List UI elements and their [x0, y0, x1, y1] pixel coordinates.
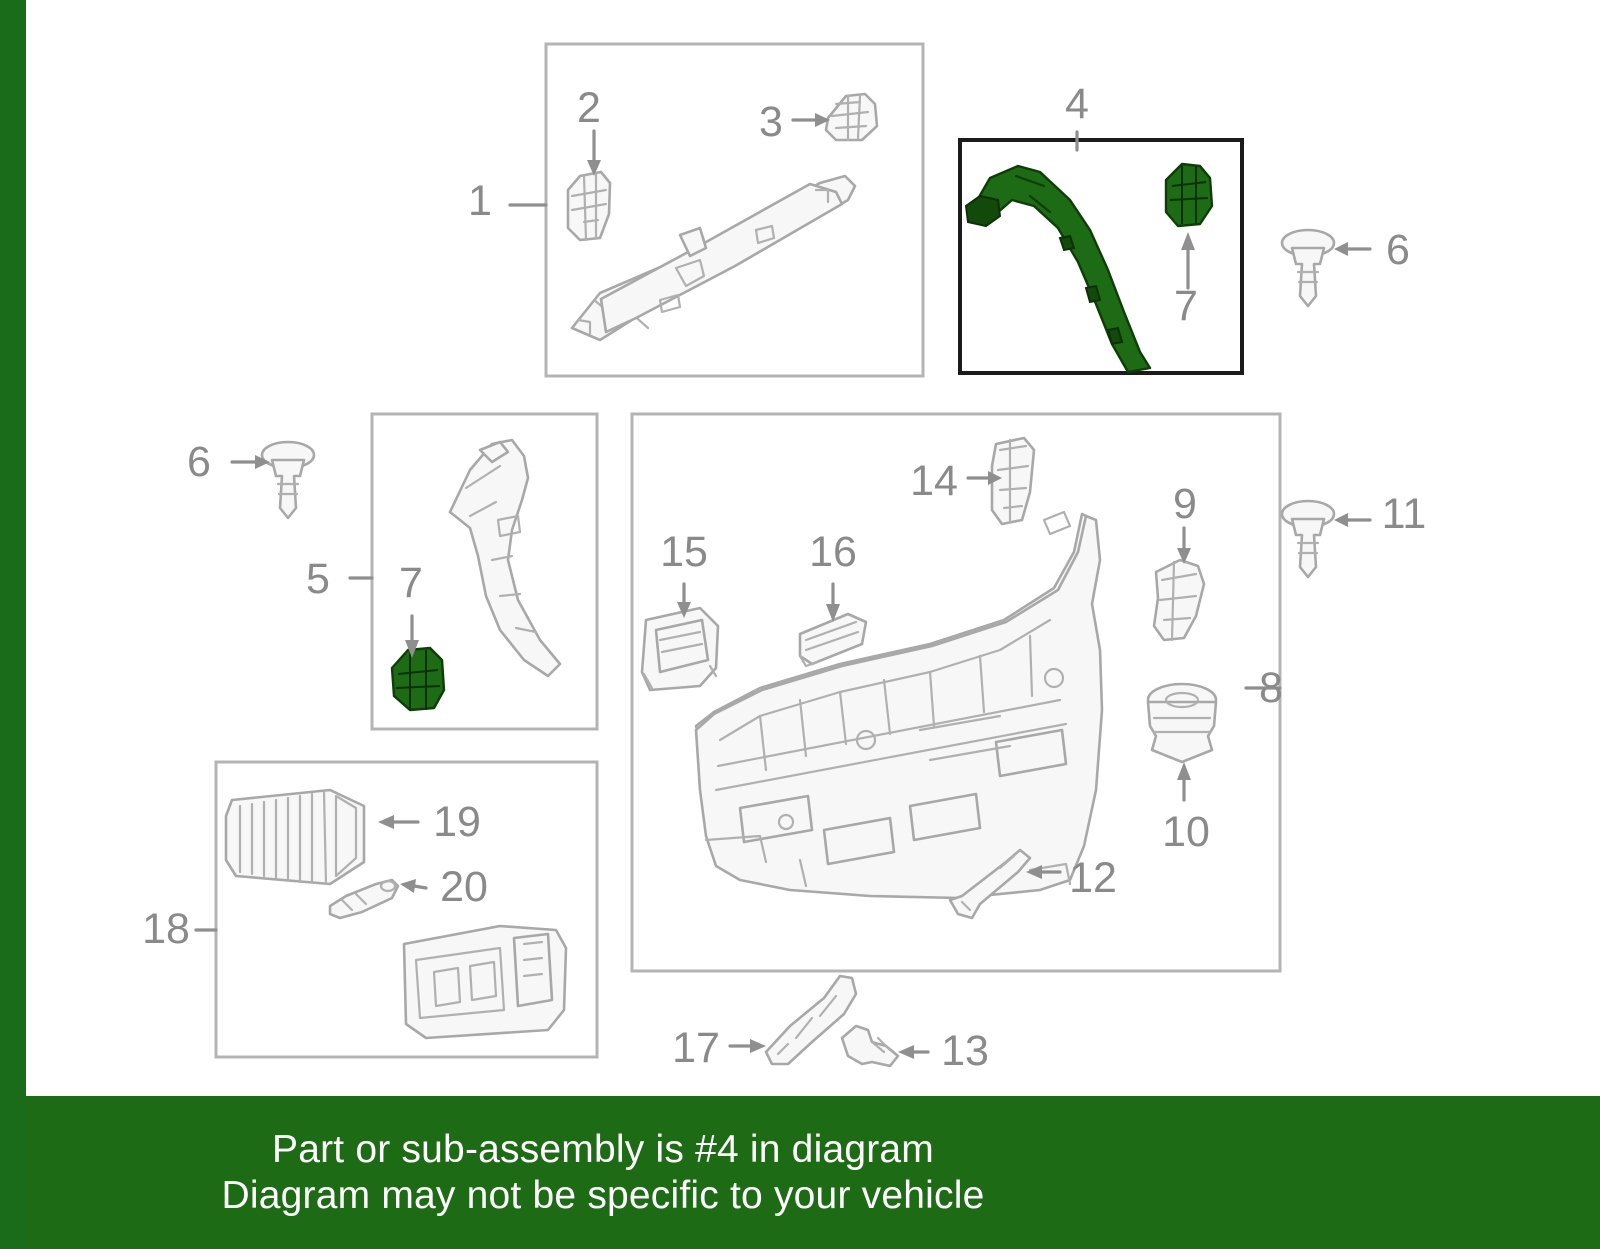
callout-arrow-13 — [898, 1045, 914, 1059]
banner-line-2: Diagram may not be specific to your vehicle — [221, 1173, 985, 1217]
callout-arrow-19 — [378, 815, 394, 829]
callout-label-5: 5 — [306, 555, 330, 603]
callout-arrow-10 — [1177, 762, 1191, 780]
callout-label-18: 18 — [142, 905, 190, 953]
push-pin-fastener-6-left — [262, 442, 314, 518]
side-trim-panel-5 — [450, 440, 560, 676]
callout-label-6-left: 6 — [187, 438, 211, 486]
clip-retainer-2 — [568, 172, 610, 240]
bracket-9 — [1154, 560, 1204, 640]
bulb-20 — [330, 880, 398, 918]
callout-arrow-11 — [1334, 513, 1348, 527]
highlighted-pillar-trim — [966, 166, 1150, 372]
clip-retainer-7-green-upper — [1166, 164, 1212, 226]
callout-arrow-20 — [400, 879, 416, 893]
callout-label-11: 11 — [1381, 490, 1427, 538]
clip-retainer-7-green-lower — [392, 648, 444, 710]
callout-label-10: 10 — [1162, 808, 1210, 856]
upper-trim-panel-1 — [572, 176, 855, 340]
callout-label-12: 12 — [1069, 854, 1117, 902]
callout-label-16: 16 — [809, 528, 857, 576]
bracket-14 — [992, 438, 1034, 524]
liftgate-trim-panel-8 — [696, 512, 1102, 898]
handle-17 — [766, 976, 856, 1064]
callout-label-14: 14 — [910, 457, 958, 505]
push-pin-fastener-11 — [1282, 501, 1334, 577]
grommet-10 — [1148, 684, 1216, 762]
callout-arrow-6-right — [1334, 242, 1348, 256]
callout-label-6-right: 6 — [1386, 226, 1410, 274]
callout-label-1: 1 — [468, 177, 492, 225]
callout-label-8: 8 — [1259, 664, 1283, 712]
callout-label-19: 19 — [433, 798, 481, 846]
info-banner — [26, 1096, 1600, 1249]
callout-label-7-lower: 7 — [399, 559, 423, 607]
callout-label-13: 13 — [941, 1027, 989, 1075]
callout-label-20: 20 — [440, 863, 488, 911]
callout-label-3: 3 — [759, 98, 783, 146]
callout-label-15: 15 — [660, 528, 708, 576]
callout-label-7-upper: 7 — [1174, 282, 1198, 330]
lamp-housing — [404, 926, 566, 1038]
clip-retainer-3 — [826, 94, 877, 140]
callout-label-9: 9 — [1173, 480, 1197, 528]
module-15 — [642, 608, 718, 690]
callout-lead-20 — [414, 886, 426, 888]
push-pin-fastener-6-right — [1282, 230, 1334, 306]
callout-arrow-17 — [750, 1039, 766, 1053]
callout-label-17: 17 — [672, 1024, 720, 1072]
screw-13 — [842, 1026, 898, 1066]
callout-label-2: 2 — [577, 84, 601, 132]
banner-line-1: Part or sub-assembly is #4 in diagram — [271, 1127, 934, 1171]
callout-arrow-7-upper — [1181, 232, 1195, 250]
lamp-lens-19 — [226, 790, 364, 884]
callout-label-4: 4 — [1065, 80, 1089, 128]
